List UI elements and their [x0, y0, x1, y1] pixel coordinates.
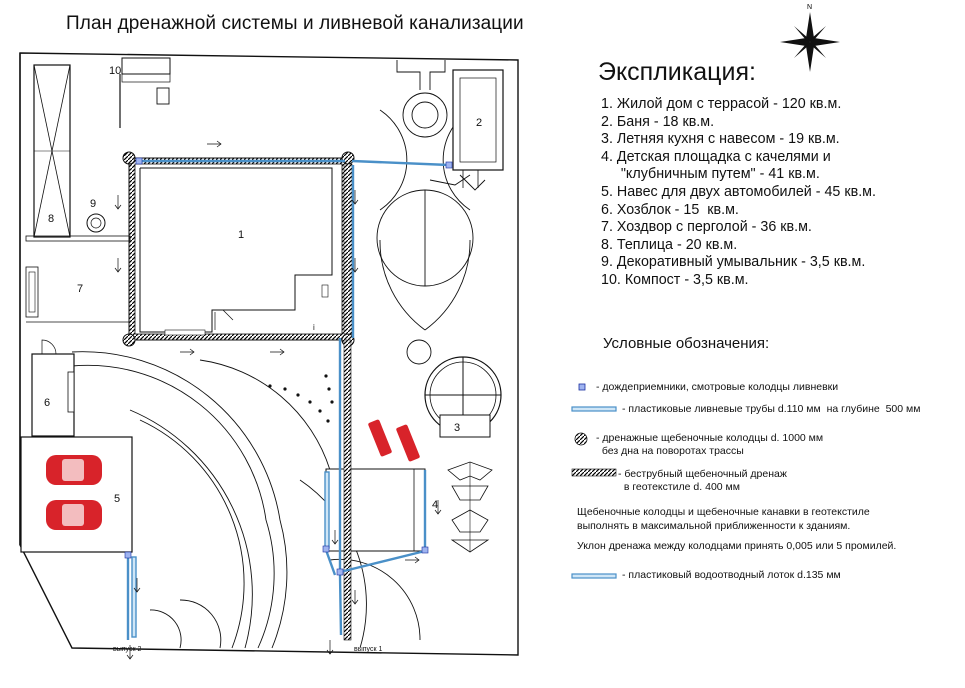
explication-item: 4. Детская площадка с качелями и: [601, 148, 831, 165]
explication-item: 6. Хозблок - 15 кв.м.: [601, 201, 739, 218]
summer-kitchen-3: [425, 357, 501, 437]
explication-item: 5. Навес для двух автомобилей - 45 кв.м.: [601, 183, 876, 200]
label-8: 8: [48, 213, 55, 225]
legend-heading: Условные обозначения:: [603, 335, 770, 352]
house-1: [123, 152, 354, 346]
legend-gravel-drain-text: - беструбный щебеночный дренаж в геотекстиле d. 400 мм: [618, 468, 787, 493]
outlet-2-label: выпуск 2: [113, 646, 142, 653]
legend-tray-symbol: [572, 574, 616, 578]
label-10: 10: [109, 65, 122, 77]
explication-list: [601, 96, 876, 290]
bath-2: [453, 70, 503, 188]
explication-item: 8. Теплица - 20 кв.м.: [601, 236, 738, 253]
label-1: 1: [238, 229, 245, 241]
legend-rain-inlet-symbol: [579, 384, 585, 390]
shed-6: [32, 340, 74, 436]
label-2: 2: [476, 117, 483, 129]
label-5: 5: [114, 493, 121, 505]
outlet-1-label: выпуск 1: [354, 646, 383, 653]
explication-item: 10. Компост - 3,5 кв.м.: [601, 271, 749, 288]
sun-loungers: [368, 419, 421, 462]
explication-item: 9. Декоративный умывальник - 3,5 кв.м.: [601, 254, 866, 271]
slope-mark: i: [313, 323, 315, 332]
explication-heading: Экспликация:: [598, 58, 756, 86]
stepping-stones: [268, 374, 333, 422]
legend-note-1: Щебеночные колодцы и щебеночные канавки в геотекстиле выполнять в максимальной приближенности к зданиям.: [577, 506, 870, 532]
page-title: План дренажной системы и ливневой канализации: [66, 13, 524, 34]
legend-note-2: Уклон дренажа между колодцами принять 0,005 или 5 промилей.: [577, 540, 897, 552]
explication-item: 3. Летняя кухня с навесом - 19 кв.м.: [601, 131, 840, 148]
label-3: 3: [454, 422, 461, 434]
legend-rain-inlet-text: - дождеприемники, смотровые колодцы ливневки: [596, 381, 839, 393]
legend-tray-text: - пластиковый водоотводный лоток d.135 мм: [622, 569, 841, 581]
label-4: 4: [432, 499, 439, 511]
legend-gravel-well-text: - дренажные щебеночные колодцы d. 1000 мм без дна на поворотах трассы: [596, 432, 824, 457]
explication-item: "клубничным путем" - 41 кв.м.: [601, 166, 820, 183]
legend-storm-pipe-symbol: [572, 407, 616, 411]
legend-gravel-well-symbol: [575, 433, 587, 445]
tray-line: [132, 472, 329, 637]
explication-item: 1. Жилой дом с террасой - 120 кв.м.: [601, 96, 842, 112]
label-6: 6: [44, 397, 51, 409]
label-7: 7: [77, 283, 84, 295]
explication-item: 7. Хоздвор с перголой - 36 кв.м.: [601, 219, 812, 236]
label-9: 9: [90, 198, 97, 210]
explication-item: 2. Баня - 18 кв.м.: [601, 113, 715, 130]
legend-storm-pipe-text: - пластиковые ливневые трубы d.110 мм на глубине 500 мм: [622, 403, 921, 415]
site-boundary: [20, 53, 518, 655]
compass-rose: [780, 4, 840, 72]
legend-gravel-drain-symbol: [572, 469, 616, 476]
compass-north-label: N: [807, 4, 813, 11]
